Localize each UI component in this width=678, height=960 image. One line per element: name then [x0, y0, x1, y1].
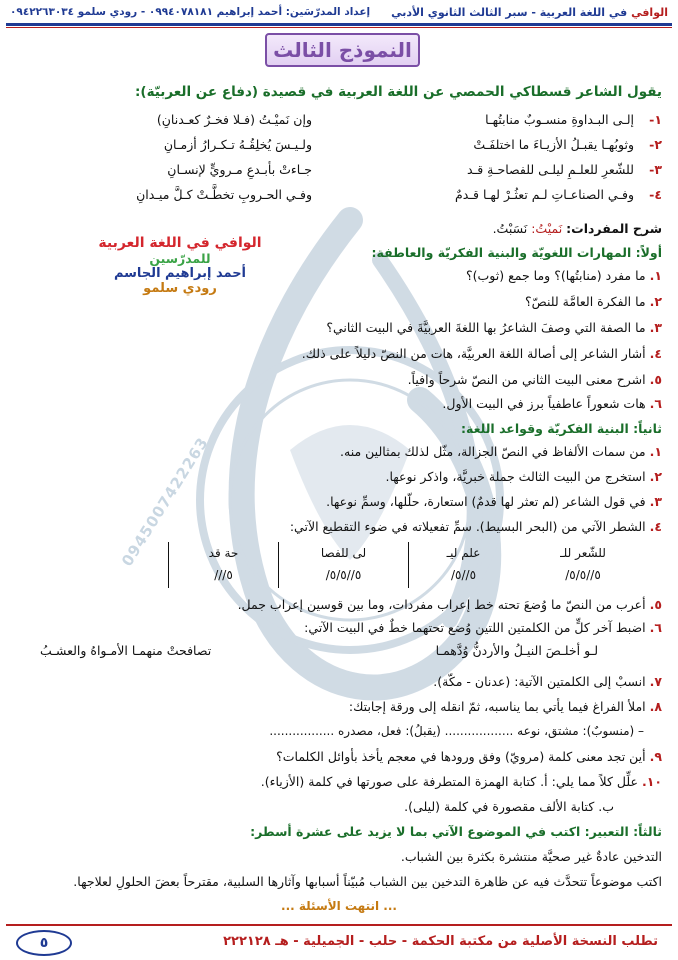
watermark-phone: 0945007422263 — [118, 433, 213, 570]
header-divider — [6, 23, 672, 26]
question-number: ١٠. — [641, 774, 662, 789]
header-divider-thin — [6, 27, 672, 28]
question-number: ٤. — [649, 519, 662, 534]
question-number: ٢. — [649, 469, 662, 484]
verse-number: ٤- — [649, 187, 662, 202]
book-name: الوافي — [631, 6, 668, 19]
question-item — [525, 294, 662, 309]
prosody-cell — [408, 542, 518, 588]
question-number: ١. — [649, 268, 662, 283]
question-text: الشطر الآتي من (البحر البسيط). سمِّ تفعيلاته في ضوء التقطيع الآتي: — [289, 519, 646, 534]
question-item — [238, 597, 662, 612]
prosody-syllables: حة قد — [208, 546, 239, 560]
footer-library-note: تطلب النسخة الأصلية من مكتبة الحكمة - حلب - الجميلية - هـ ٢٢٢١٢٨ — [223, 934, 658, 949]
essay-prompt-line: اكتب موضوعاً تتحدَّث فيه عن ظاهرة التدخين بين الشباب مُبيّناً أسبابها وآثارها السلبية، مقترحاً بعضَ الحلولِ لعلاجها. — [73, 874, 662, 889]
verse2-first-half: لـو أخلـصَ النيـلُ والأردنُّ وُدَّهمـا — [435, 643, 598, 658]
question-text: ب. كتابة الألف مقصورة في كلمة (ليلى). — [404, 799, 614, 814]
prosody-scansion: /٥//٥/٥ — [325, 568, 362, 582]
question-text: انسبْ إلى الكلمتين الآتية: (عدنان - مكّة). — [433, 674, 646, 689]
model-title-box — [265, 33, 420, 67]
poem-block — [12, 108, 662, 208]
verse-second-half: ولـيـسَ يُخلِقُـهُ تـكـرارُ أزمـانِ — [163, 137, 312, 152]
header-authors: إعداد المدرّسَين: أحمد إبراهيم ٠٩٩٤٠٧٨١٨١ - رودي سلمو ٠٩٤٢٢٦٣٠٣٤ — [10, 6, 371, 18]
question-text: أين تجد معنى كلمة (مرويّ) وفق ورودها في معجم يأخذ بأوائل الكلمات؟ — [276, 749, 646, 764]
vocabulary-line — [493, 221, 662, 236]
question-item — [466, 268, 662, 283]
question-number: ٧. — [649, 674, 662, 689]
verse-first-half: وفـي الصناعـاتِ لـم تعثُـرْ لهـا قـدمٌ — [455, 187, 634, 202]
question-number: ٣. — [649, 320, 662, 335]
question-text: في قول الشاعر (لم تعثر لها قدمٌ) استعارة، حلّلها، وسمِّ نوعها. — [326, 494, 646, 509]
question-text: اشرح معنى البيت الثاني من النصّ شرحاً وافياً. — [407, 372, 646, 387]
question-number: ٦. — [649, 396, 662, 411]
question-item — [404, 799, 618, 814]
prosody-syllables: علم ليـ — [446, 546, 481, 560]
author-brand — [80, 235, 280, 296]
question-text: ما مفرد (منابتُها)؟ وما جمع (ثوب)؟ — [466, 268, 646, 283]
question-number: ٤. — [649, 346, 662, 361]
question-number: ١. — [649, 444, 662, 459]
question-item — [433, 674, 662, 689]
verse-first-half: للشّعرِ للعلـمِ ليلـى للفصاحـةِ قـد — [466, 162, 634, 177]
question-number: ٨. — [649, 699, 662, 714]
section-2-title: ثانياً: البنية الفكريّة وقواعد اللغة: — [461, 421, 662, 436]
question-number: ٢. — [649, 294, 662, 309]
page-number: ٥ — [16, 930, 72, 956]
question-item — [290, 519, 662, 534]
verse-number: ٢- — [649, 137, 662, 152]
verse-number: ٣- — [649, 162, 662, 177]
question-item — [261, 774, 662, 789]
prosody-cell — [168, 542, 278, 588]
question-item — [326, 494, 662, 509]
essay-topic-line: التدخين عادةٌ غير صحيَّة منتشرة بكثرة بين الشباب. — [400, 849, 662, 864]
section-1-title: أولاً: المهارات اللغويّة والبنية الفكريّة والعاطفة: — [371, 245, 662, 260]
question-text: علِّل كلاً مما يلي: أ. كتابة الهمزة المتطرفة على صورتها في كلمة (الأزياء). — [260, 774, 638, 789]
header-subject — [391, 6, 668, 19]
end-of-questions: ... انتهت الأسئلة ... — [281, 899, 397, 913]
question-number: ٦. — [649, 620, 662, 635]
prosody-scansion: ///٥ — [214, 568, 233, 582]
verse-number: ١- — [649, 112, 662, 127]
question-item — [304, 620, 662, 635]
poem-verse — [12, 158, 662, 183]
subject-text: في اللغة العربية - سبر الثالث الثانوي الأدبي — [391, 6, 628, 19]
verse-first-half: إلـى البـداوةِ منسـوبٌ منابتُهـا — [485, 112, 634, 127]
verse2-second-half: تصافحتْ منهمـا الأمـواهُ والعشـبُ — [40, 643, 212, 658]
prosody-scansion: /٥//٥/٥ — [565, 568, 601, 582]
prosody-scansion: /٥//٥ — [450, 568, 477, 582]
question-item — [442, 396, 662, 411]
page-title: النموذج الثالث — [273, 38, 412, 62]
prosody-cell — [278, 542, 408, 588]
question-item — [326, 320, 662, 335]
prosody-syllables: للشّعر للـ — [560, 546, 606, 560]
fill-blank-line: – (منسوبٌ): مشتق، نوعه .................. (يقبلُ): فعل، مصدره ................. — [269, 724, 644, 738]
verse-first-half: وثوبُهـا يقبـلُ الأزيـاءَ ما اختلفَـتْ — [473, 137, 634, 152]
question-text: هات شعوراً عاطفياً برز في البيت الأول. — [442, 396, 646, 411]
verse-second-half: وفـي الحـروبِ تخطَّـتْ كـلَّ ميـدانِ — [136, 187, 312, 202]
question-number: ٩. — [649, 749, 662, 764]
question-text: املأ الفراغ فيما يأتي بما يناسبه، ثمّ انقله إلى ورقة إجابتك: — [348, 699, 646, 714]
question-text: ما الصفة التي وصفَ الشاعرُ بها اللغةَ العربيَّةَ في البيت الثاني؟ — [326, 320, 646, 335]
question-number: ٥. — [649, 372, 662, 387]
poem-verse — [12, 183, 662, 208]
vocab-label: شرح المفردات: — [566, 221, 662, 236]
poem-verse — [12, 133, 662, 158]
question-text: من سمات الألفاظ في النصّ الجزالة، مثّل لذلك بمثالين منه. — [340, 444, 646, 459]
question-item — [349, 699, 662, 714]
footer-divider — [6, 924, 672, 926]
poem-intro: يقول الشاعر قسطاكي الحمصي عن اللغة العربية في قصيدة (دفاع عن العربيّة): — [135, 84, 662, 100]
question-item — [386, 469, 662, 484]
vocab-meaning: نَسَبْتُ. — [492, 221, 528, 236]
question-text: أعرب من النصّ ما وُضعَ تحته خط إعراب مفردات، وما بين قوسين إعراب جمل. — [237, 597, 646, 612]
poem-verse — [12, 108, 662, 133]
question-text: اضبط آخر كلٍّ من الكلمتين اللتين وُضع تحتهما خطٌ في البيت الآتي: — [304, 620, 646, 635]
verse-second-half: جـاءتْ بأبـدعِ مـرويٍّ لإنسـانِ — [167, 162, 312, 177]
question-item — [276, 749, 662, 764]
question-item — [340, 444, 662, 459]
question-text: استخرج من البيت الثالث جملة خبريَّة، واذكر نوعها. — [385, 469, 646, 484]
vocab-word: نَميْتُ: — [531, 221, 563, 236]
question-text: ما الفكرة العامَّة للنصّ؟ — [525, 294, 646, 309]
question-number: ٣. — [649, 494, 662, 509]
brand-subtitle: للمدرّسين — [149, 251, 211, 266]
brand-title: الوافي في اللغة العربية — [98, 235, 262, 251]
prosody-syllables: لى للفصا — [320, 546, 367, 560]
verse-second-half: وإن نَميْـتُ (فـلا فخـرٌ كعـدنانِ) — [156, 112, 312, 127]
page-header — [10, 4, 668, 24]
prosody-scansion-table — [30, 542, 648, 588]
question-item — [408, 372, 662, 387]
question-text: أشار الشاعر إلى أصالة اللغة العربيَّة، هات من النصّ دليلاً على ذلك. — [301, 346, 646, 361]
brand-author-1: أحمد إبراهيم الجاسم — [113, 266, 247, 281]
brand-author-2: رودي سلمو — [143, 281, 217, 296]
question-item — [302, 346, 662, 361]
question-number: ٥. — [649, 597, 662, 612]
section-3-title: ثالثاً: التعبير: اكتب في الموضوع الآتي بما لا يزيد على عشرة أسطر: — [250, 824, 662, 839]
prosody-cell — [518, 542, 648, 588]
